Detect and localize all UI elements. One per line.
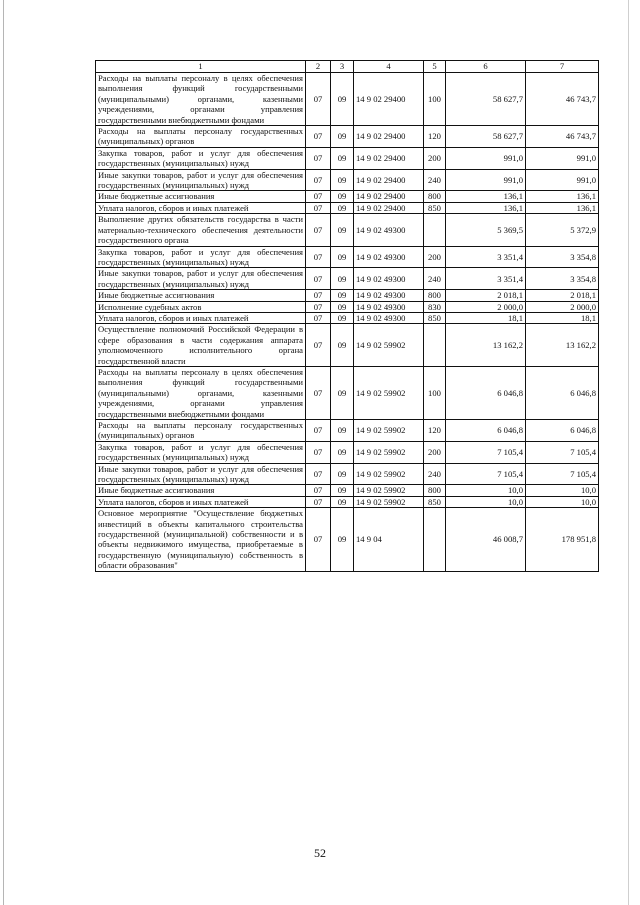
row-amount-2: 13 162,2	[526, 324, 599, 367]
row-expense-type	[424, 508, 446, 571]
table-row	[96, 301, 599, 312]
row-subsection: 09	[331, 169, 354, 191]
row-target-article: 14 9 02 29400	[354, 191, 424, 202]
row-target-article: 14 9 02 59902	[354, 441, 424, 463]
row-section: 07	[306, 508, 331, 571]
header-row	[96, 61, 599, 73]
row-amount-1: 58 627,7	[446, 73, 526, 126]
row-subsection: 09	[331, 312, 354, 323]
row-target-article: 14 9 04	[354, 508, 424, 571]
row-name: Закупка товаров, работ и услуг для обеспечения государственных (муниципальных) нужд	[96, 441, 306, 463]
header-cell: 6	[446, 61, 526, 73]
row-target-article: 14 9 02 29400	[354, 73, 424, 126]
row-target-article: 14 9 02 29400	[354, 202, 424, 213]
row-subsection: 09	[331, 366, 354, 419]
row-name: Закупка товаров, работ и услуг для обеспечения государственных (муниципальных) нужд	[96, 246, 306, 268]
table-row	[96, 126, 599, 148]
row-section: 07	[306, 147, 331, 169]
table-row	[96, 73, 599, 126]
table-row	[96, 147, 599, 169]
table-row	[96, 246, 599, 268]
row-expense-type: 240	[424, 169, 446, 191]
row-amount-1: 18,1	[446, 312, 526, 323]
row-target-article: 14 9 02 59902	[354, 420, 424, 442]
row-expense-type: 200	[424, 246, 446, 268]
row-amount-2: 10,0	[526, 485, 599, 496]
table-row	[96, 191, 599, 202]
row-expense-type	[424, 324, 446, 367]
budget-table	[95, 60, 599, 572]
header-cell: 1	[96, 61, 306, 73]
table-row	[96, 290, 599, 301]
row-subsection: 09	[331, 268, 354, 290]
row-section: 07	[306, 202, 331, 213]
row-amount-1: 58 627,7	[446, 126, 526, 148]
row-subsection: 09	[331, 301, 354, 312]
row-section: 07	[306, 169, 331, 191]
table-row	[96, 485, 599, 496]
row-subsection: 09	[331, 246, 354, 268]
header-cell: 7	[526, 61, 599, 73]
row-expense-type	[424, 214, 446, 246]
row-amount-1: 136,1	[446, 202, 526, 213]
row-target-article: 14 9 02 29400	[354, 147, 424, 169]
row-subsection: 09	[331, 485, 354, 496]
row-subsection: 09	[331, 126, 354, 148]
row-section: 07	[306, 463, 331, 485]
row-amount-1: 5 369,5	[446, 214, 526, 246]
row-target-article: 14 9 02 59902	[354, 366, 424, 419]
row-target-article: 14 9 02 29400	[354, 169, 424, 191]
table-row	[96, 463, 599, 485]
row-name: Уплата налогов, сборов и иных платежей	[96, 312, 306, 323]
row-amount-1: 10,0	[446, 485, 526, 496]
row-expense-type: 200	[424, 147, 446, 169]
row-amount-2: 3 354,8	[526, 246, 599, 268]
row-amount-2: 5 372,9	[526, 214, 599, 246]
row-name: Уплата налогов, сборов и иных платежей	[96, 496, 306, 507]
row-target-article: 14 9 02 49300	[354, 268, 424, 290]
row-amount-1: 991,0	[446, 147, 526, 169]
table-row	[96, 441, 599, 463]
row-amount-2: 991,0	[526, 169, 599, 191]
header-cell: 5	[424, 61, 446, 73]
row-amount-1: 6 046,8	[446, 366, 526, 419]
row-amount-2: 136,1	[526, 202, 599, 213]
header-cell: 4	[354, 61, 424, 73]
row-amount-1: 991,0	[446, 169, 526, 191]
row-amount-1: 2 000,0	[446, 301, 526, 312]
row-expense-type: 240	[424, 268, 446, 290]
table-row	[96, 169, 599, 191]
row-section: 07	[306, 366, 331, 419]
row-expense-type: 800	[424, 485, 446, 496]
row-name: Иные бюджетные ассигнования	[96, 290, 306, 301]
row-subsection: 09	[331, 420, 354, 442]
row-target-article: 14 9 02 49300	[354, 246, 424, 268]
row-expense-type: 100	[424, 366, 446, 419]
row-subsection: 09	[331, 147, 354, 169]
row-amount-2: 7 105,4	[526, 441, 599, 463]
table-row	[96, 268, 599, 290]
row-section: 07	[306, 301, 331, 312]
row-section: 07	[306, 73, 331, 126]
row-amount-1: 136,1	[446, 191, 526, 202]
table-row	[96, 312, 599, 323]
table-row	[96, 508, 599, 571]
header-cell: 3	[331, 61, 354, 73]
row-expense-type: 850	[424, 496, 446, 507]
row-name: Закупка товаров, работ и услуг для обеспечения государственных (муниципальных) нужд	[96, 147, 306, 169]
row-amount-2: 10,0	[526, 496, 599, 507]
row-name: Осуществление полномочий Российской Федерации в сфере образования в части содержания аппарата уполномоченного исполнительного органа государственной власти	[96, 324, 306, 367]
row-name: Выполнение других обязательств государства в части материально-технического обеспечения деятельности государственного органа	[96, 214, 306, 246]
row-section: 07	[306, 324, 331, 367]
row-target-article: 14 9 02 49300	[354, 290, 424, 301]
row-amount-1: 7 105,4	[446, 463, 526, 485]
row-target-article: 14 9 02 49300	[354, 312, 424, 323]
row-subsection: 09	[331, 290, 354, 301]
row-subsection: 09	[331, 324, 354, 367]
row-amount-2: 2 018,1	[526, 290, 599, 301]
row-amount-2: 6 046,8	[526, 420, 599, 442]
row-section: 07	[306, 246, 331, 268]
row-amount-2: 18,1	[526, 312, 599, 323]
page-edge-left	[3, 0, 4, 905]
row-name: Иные бюджетные ассигнования	[96, 191, 306, 202]
row-section: 07	[306, 496, 331, 507]
row-name: Иные закупки товаров, работ и услуг для обеспечения государственных (муниципальных) нужд	[96, 268, 306, 290]
row-amount-2: 991,0	[526, 147, 599, 169]
page-edge-right	[628, 0, 629, 905]
row-subsection: 09	[331, 191, 354, 202]
row-amount-2: 178 951,8	[526, 508, 599, 571]
row-amount-1: 13 162,2	[446, 324, 526, 367]
row-expense-type: 120	[424, 420, 446, 442]
row-amount-1: 3 351,4	[446, 268, 526, 290]
row-subsection: 09	[331, 508, 354, 571]
row-expense-type: 200	[424, 441, 446, 463]
row-subsection: 09	[331, 73, 354, 126]
table-row	[96, 496, 599, 507]
row-expense-type: 850	[424, 312, 446, 323]
row-amount-2: 3 354,8	[526, 268, 599, 290]
row-name: Исполнение судебных актов	[96, 301, 306, 312]
row-section: 07	[306, 268, 331, 290]
row-amount-2: 7 105,4	[526, 463, 599, 485]
table-row	[96, 420, 599, 442]
row-amount-1: 3 351,4	[446, 246, 526, 268]
row-name: Расходы на выплаты персоналу в целях обеспечения выполнения функций государственными (муниципальными) органами, казенными учреждениями, органами управления государственными внебюджетными фондами	[96, 366, 306, 419]
row-name: Расходы на выплаты персоналу государственных (муниципальных) органов	[96, 420, 306, 442]
row-amount-1: 46 008,7	[446, 508, 526, 571]
row-target-article: 14 9 02 59902	[354, 324, 424, 367]
table-row	[96, 324, 599, 367]
row-expense-type: 800	[424, 191, 446, 202]
row-target-article: 14 9 02 59902	[354, 463, 424, 485]
row-amount-1: 7 105,4	[446, 441, 526, 463]
row-expense-type: 120	[424, 126, 446, 148]
page-number: 52	[314, 846, 326, 860]
row-section: 07	[306, 420, 331, 442]
row-section: 07	[306, 485, 331, 496]
row-name: Расходы на выплаты персоналу в целях обеспечения выполнения функций государственными (муниципальными) органами, казенными учреждениями, органами управления государственными внебюджетными фондами	[96, 73, 306, 126]
row-subsection: 09	[331, 463, 354, 485]
row-target-article: 14 9 02 59902	[354, 496, 424, 507]
row-expense-type: 830	[424, 301, 446, 312]
row-name: Иные закупки товаров, работ и услуг для обеспечения государственных (муниципальных) нужд	[96, 463, 306, 485]
row-amount-1: 2 018,1	[446, 290, 526, 301]
row-name: Расходы на выплаты персоналу государственных (муниципальных) органов	[96, 126, 306, 148]
row-name: Уплата налогов, сборов и иных платежей	[96, 202, 306, 213]
row-target-article: 14 9 02 59902	[354, 485, 424, 496]
row-target-article: 14 9 02 49300	[354, 301, 424, 312]
row-subsection: 09	[331, 441, 354, 463]
row-section: 07	[306, 312, 331, 323]
row-amount-1: 10,0	[446, 496, 526, 507]
row-section: 07	[306, 126, 331, 148]
row-target-article: 14 9 02 29400	[354, 126, 424, 148]
row-expense-type: 100	[424, 73, 446, 126]
row-section: 07	[306, 214, 331, 246]
table-row	[96, 202, 599, 213]
table-row	[96, 366, 599, 419]
row-amount-2: 136,1	[526, 191, 599, 202]
row-amount-2: 46 743,7	[526, 73, 599, 126]
row-subsection: 09	[331, 496, 354, 507]
row-amount-2: 2 000,0	[526, 301, 599, 312]
row-expense-type: 800	[424, 290, 446, 301]
row-section: 07	[306, 441, 331, 463]
row-expense-type: 240	[424, 463, 446, 485]
row-expense-type: 850	[424, 202, 446, 213]
row-name: Иные бюджетные ассигнования	[96, 485, 306, 496]
table-row	[96, 214, 599, 246]
row-section: 07	[306, 191, 331, 202]
row-target-article: 14 9 02 49300	[354, 214, 424, 246]
row-amount-1: 6 046,8	[446, 420, 526, 442]
row-subsection: 09	[331, 214, 354, 246]
row-amount-2: 46 743,7	[526, 126, 599, 148]
row-section: 07	[306, 290, 331, 301]
row-name: Иные закупки товаров, работ и услуг для обеспечения государственных (муниципальных) нужд	[96, 169, 306, 191]
row-subsection: 09	[331, 202, 354, 213]
header-cell: 2	[306, 61, 331, 73]
row-amount-2: 6 046,8	[526, 366, 599, 419]
row-name: Основное мероприятие "Осуществление бюджетных инвестиций в объекты капитального строительства государственной (муниципальной) собственности и в объекты недвижимого имущества, приобретаемые в государственную (муниципальную) собственность в области образования"	[96, 508, 306, 571]
